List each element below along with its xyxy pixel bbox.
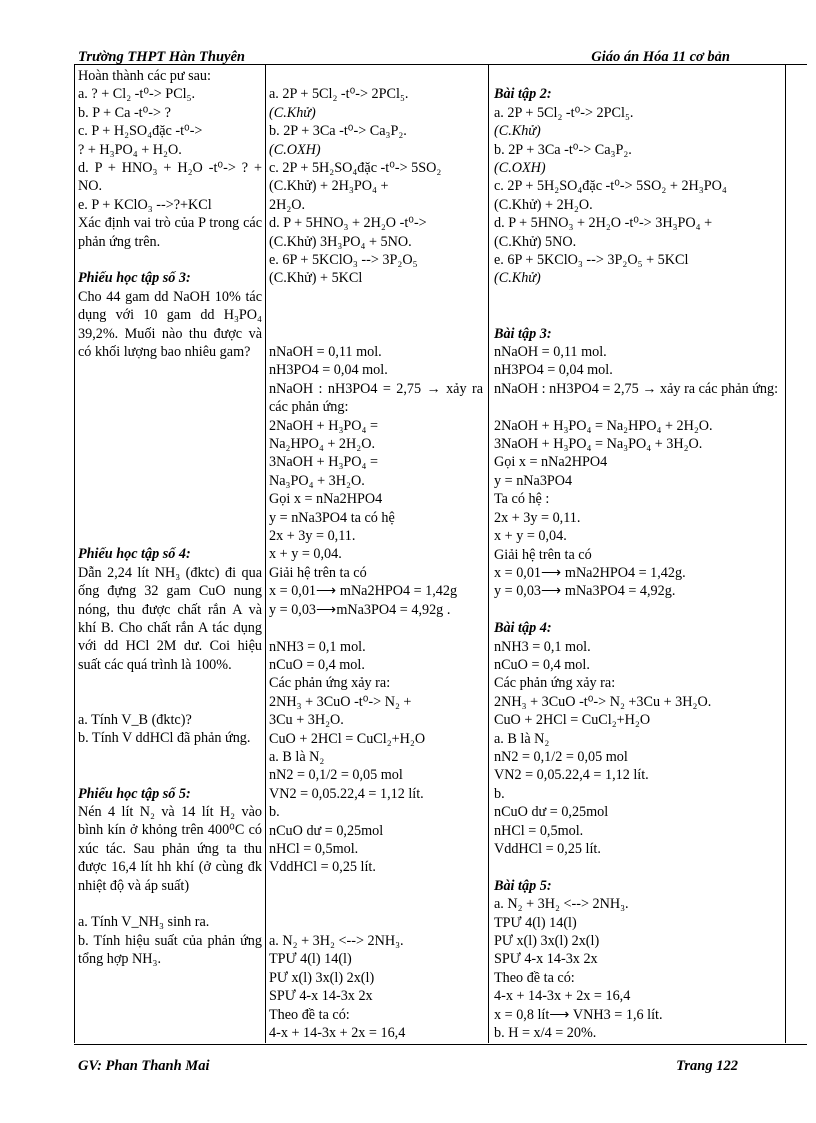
text-line: VN2 = 0,05.22,4 = 1,12 lít.	[269, 785, 424, 802]
text-line: nN2 = 0,1/2 = 0,05 mol	[494, 748, 628, 765]
subject-title: Giáo án Hóa 11 cơ bản	[591, 49, 730, 65]
text-line: PƯ x(l) 3x(l) 2x(l)	[494, 933, 600, 949]
text-line: a. 2P + 5Cl₂ -t⁰-> 2PCl₅.	[494, 104, 634, 121]
spacer	[78, 766, 262, 784]
lesson-table	[74, 64, 786, 1043]
text-line: nH3PO4 = 0,04 mol.	[269, 362, 388, 379]
text-line: 3NaOH + H₃PO₄ =	[269, 454, 379, 471]
school-name: Trường THPT Hàn Thuyên	[78, 49, 245, 65]
text-line: CuO + 2HCl = CuCl₂+H₂O	[269, 730, 426, 747]
table-border-right	[785, 64, 786, 1043]
text-line: e. 6P + 5KClO₃ --> 3P₂O₅ + 5KCl	[494, 252, 689, 269]
text-line: nCuO = 0,4 mol.	[269, 656, 365, 673]
text-line: b. P + Ca -t⁰-> ?	[78, 104, 171, 121]
text-line: nHCl = 0,5mol.	[269, 840, 359, 857]
text-line: VddHCl = 0,25 lít.	[269, 859, 376, 876]
text-line: Hoàn thành các pư sau:	[78, 68, 211, 84]
spacer	[269, 288, 483, 306]
page-footer	[78, 1058, 738, 1076]
text-line: Na₂HPO₄ + 2H₂O.	[269, 436, 375, 453]
spacer	[269, 619, 483, 637]
spacer	[494, 67, 782, 85]
text-line: 2NH₃ + 3CuO -t⁰-> N₂ +	[269, 693, 412, 710]
text-line: d. P + HNO₃ + H₂O -t⁰-> ? + NO.	[78, 160, 262, 195]
spacer	[269, 306, 483, 324]
text-line: a. N₂ + 3H₂ <--> 2NH₃.	[269, 932, 404, 949]
text-line: Xác định vai trò của P trong các phản ứng trên.	[78, 215, 262, 250]
spacer	[494, 306, 782, 324]
footer-rule	[74, 1044, 807, 1045]
text-line: 2H₂O.	[269, 196, 306, 213]
spacer	[269, 67, 483, 85]
text-line: e. 6P + 5KClO₃ --> 3P₂O₅	[269, 252, 418, 269]
text-line: nNaOH = 0,11 mol.	[494, 344, 607, 361]
text-line: 3NaOH + H₃PO₄ = Na₃PO₄ + 3H₂O.	[494, 436, 703, 453]
text-line: x + y = 0,04.	[494, 528, 567, 545]
text-line: a. ? + Cl₂ -t⁰-> PCl₅.	[78, 86, 196, 103]
text-line: (C.Khử) + 2H₃PO₄ +	[269, 178, 389, 195]
text-line: ? + H₃PO₄ + H₂O.	[78, 141, 182, 158]
text-line: x = 0,8 lít⟶ VNH3 = 1,6 lít.	[494, 1006, 663, 1023]
text-line: nNaOH = 0,11 mol.	[269, 344, 382, 361]
text-line: VN2 = 0,05.22,4 = 1,12 lít.	[494, 767, 649, 784]
worksheet-column	[78, 67, 262, 969]
text-line: Các phản ứng xảy ra:	[494, 675, 616, 692]
text-line: (C.OXH)	[494, 160, 546, 177]
text-line: (C.Khử)	[494, 123, 541, 140]
text-line: x = 0,01⟶ mNa2HPO4 = 1,42g	[269, 583, 458, 600]
text-line: b. 2P + 3Ca -t⁰-> Ca₃P₂.	[269, 123, 407, 140]
text-line: Gọi x = nNa2HPO4	[269, 491, 383, 508]
text-line: y = nNa3PO4 ta có hệ	[269, 509, 395, 526]
text-line: Giải hệ trên ta có	[494, 546, 592, 563]
text-line: 3Cu + 3H₂O.	[269, 712, 344, 729]
text-line: Ta có hệ :	[494, 491, 550, 508]
text-line: b.	[494, 785, 505, 802]
text-line: CuO + 2HCl = CuCl₂+H₂O	[494, 712, 651, 729]
exercise-title-4: Bài tập 4:	[494, 620, 552, 637]
text-line: a. Tính V_NH₃ sinh ra.	[78, 914, 210, 931]
spacer	[269, 914, 483, 932]
text-line: nNH3 = 0,1 mol.	[494, 638, 591, 655]
text-line: (C.Khử) 3H₃PO₄ + 5NO.	[269, 233, 412, 250]
table-divider-1	[265, 64, 266, 1043]
text-line: b. Tính hiệu suất của phản ứng tổng hợp NH₃.	[78, 932, 262, 968]
text-line: 2NaOH + H₃PO₄ = Na₂HPO₄ + 2H₂O.	[494, 417, 713, 434]
text-line: b. Tính V ddHCl đã phản ứng.	[78, 730, 251, 747]
page-header	[78, 49, 738, 65]
spacer	[494, 858, 782, 876]
text-line: 2x + 3y = 0,11.	[494, 509, 581, 526]
text-line: nNH3 = 0,1 mol.	[269, 638, 366, 655]
text-line: (C.Khử)	[269, 104, 316, 121]
text-line: (C.OXH)	[269, 141, 321, 158]
text-line: x = 0,01⟶ mNa2HPO4 = 1,42g.	[494, 564, 686, 581]
spacer	[269, 895, 483, 913]
text-line: Giải hệ trên ta có	[269, 564, 367, 581]
text-line: nHCl = 0,5mol.	[494, 822, 584, 839]
exercise-title-5: Bài tập 5:	[494, 877, 552, 894]
spacer	[494, 601, 782, 619]
text-line: VddHCl = 0,25 lít.	[494, 840, 601, 857]
text-line: a. N₂ + 3H₂ <--> 2NH₃.	[494, 896, 629, 913]
text-line: nCuO dư = 0,25mol	[494, 804, 609, 821]
text-line: e. P + KClO₃ -->?+KCl	[78, 196, 212, 213]
text-line: SPƯ 4-x 14-3x 2x	[269, 988, 373, 1005]
text-line: TPƯ 4(l) 14(l)	[269, 951, 352, 968]
worksheet-5-text: Nén 4 lít N₂ và 14 lít H₂ vào bình kín ở khỏng trên 400⁰C có xúc tác. Sau phản ứng ta thu được 16,4 lít hh khí (ở cùng đk nhiệt độ và áp suất)	[78, 804, 262, 894]
text-line: (C.Khử) 5NO.	[494, 233, 577, 250]
answer-column	[494, 67, 782, 1042]
teacher-name: GV: Phan Thanh Mai	[78, 1058, 210, 1074]
text-line: c. 2P + 5H₂SO₄đặc -t⁰-> 5SO₂ + 2H₃PO₄	[494, 178, 727, 195]
text-line: x + y = 0,04.	[269, 546, 342, 563]
text-line: SPƯ 4-x 14-3x 2x	[494, 951, 598, 968]
spacer	[269, 325, 483, 343]
text-line: nCuO = 0,4 mol.	[494, 656, 590, 673]
text-line: (C.Khử)	[494, 270, 541, 287]
exercise-title-2: Bài tập 2:	[494, 86, 552, 103]
text-line: 4-x + 14-3x + 2x = 16,4	[269, 1024, 406, 1041]
text-line: y = 0,03⟶ mNa3PO4 = 4,92g.	[494, 583, 676, 600]
table-divider-2	[488, 64, 489, 1043]
text-line: c. 2P + 5H₂SO₄đặc -t⁰-> 5SO₂	[269, 160, 442, 177]
text-line: TPƯ 4(l) 14(l)	[494, 914, 577, 931]
spacer	[78, 380, 262, 546]
spacer	[78, 251, 262, 269]
text-line: c. P + H₂SO₄đặc -t⁰->	[78, 123, 203, 140]
worksheet-3-text: Cho 44 gam dd NaOH 10% tác dụng với 10 gam dd H₃PO₄ 39,2%. Muối nào thu được và có khối lượng bao nhiêu gam?	[78, 288, 262, 361]
text-line: Na₃PO₄ + 3H₂O.	[269, 472, 365, 489]
exercise-title-3: Bài tập 3:	[494, 325, 552, 342]
text-line: nCuO dư = 0,25mol	[269, 822, 384, 839]
text-line: nNaOH : nH3PO4 = 2,75 → xảy ra các phản ứng:	[269, 380, 483, 416]
text-line: y = 0,03⟶mNa3PO4 = 4,92g .	[269, 601, 451, 618]
text-line: Các phản ứng xảy ra:	[269, 675, 391, 692]
text-line: a. B là N₂	[494, 730, 550, 747]
text-line: 2NH₃ + 3CuO -t⁰-> N₂ +3Cu + 3H₂O.	[494, 693, 712, 710]
text-line: a. B là N₂	[269, 748, 325, 765]
worksheet-title-5: Phiếu học tập số 5:	[78, 785, 191, 802]
worksheet-title-4: Phiếu học tập số 4:	[78, 546, 191, 563]
text-line: nNaOH : nH3PO4 = 2,75 → xảy ra các phản ứng:	[494, 380, 779, 397]
worksheet-4-text: Dẫn 2,24 lít NH₃ (đktc) đi qua ống đựng 32 gam CuO nung nóng, thu được chất rắn A và khí B. Cho chất rắn A tác dụng với dd HCl 2M dư. Coi hiệu suất các quá trình là 100%.	[78, 564, 262, 673]
text-line: b. 2P + 3Ca -t⁰-> Ca₃P₂.	[494, 141, 632, 158]
text-line: nH3PO4 = 0,04 mol.	[494, 362, 613, 379]
text-line: 2x + 3y = 0,11.	[269, 528, 356, 545]
text-line: Gọi x = nNa2HPO4	[494, 454, 608, 471]
page-number: Trang 122	[676, 1058, 738, 1074]
text-line: d. P + 5HNO₃ + 2H₂O -t⁰-> 3H₃PO₄ +	[494, 215, 713, 232]
text-line: PƯ x(l) 3x(l) 2x(l)	[269, 969, 375, 986]
text-line: 2NaOH + H₃PO₄ =	[269, 417, 379, 434]
spacer	[269, 877, 483, 895]
text-line: 4-x + 14-3x + 2x = 16,4	[494, 988, 631, 1005]
text-line: y = nNa3PO4	[494, 472, 573, 489]
text-line: a. 2P + 5Cl₂ -t⁰-> 2PCl₅.	[269, 86, 409, 103]
text-line: a. Tính V_B (đktc)?	[78, 712, 192, 729]
worksheet-title-3: Phiếu học tập số 3:	[78, 270, 191, 287]
activity-column	[269, 67, 483, 1042]
text-line: (C.Khử) + 2H₂O.	[494, 196, 593, 213]
text-line: Theo đề ta có:	[494, 969, 575, 986]
text-line: (C.Khử) + 5KCl	[269, 270, 363, 287]
spacer	[494, 288, 782, 306]
text-line: b. H = x/4 = 20%.	[494, 1025, 597, 1042]
text-line: b.	[269, 804, 280, 821]
text-line: nN2 = 0,1/2 = 0,05 mol	[269, 767, 403, 784]
text-line: d. P + 5HNO₃ + 2H₂O -t⁰->	[269, 215, 427, 232]
text-line: Theo đề ta có:	[269, 1006, 350, 1023]
table-border-left	[74, 64, 75, 1043]
